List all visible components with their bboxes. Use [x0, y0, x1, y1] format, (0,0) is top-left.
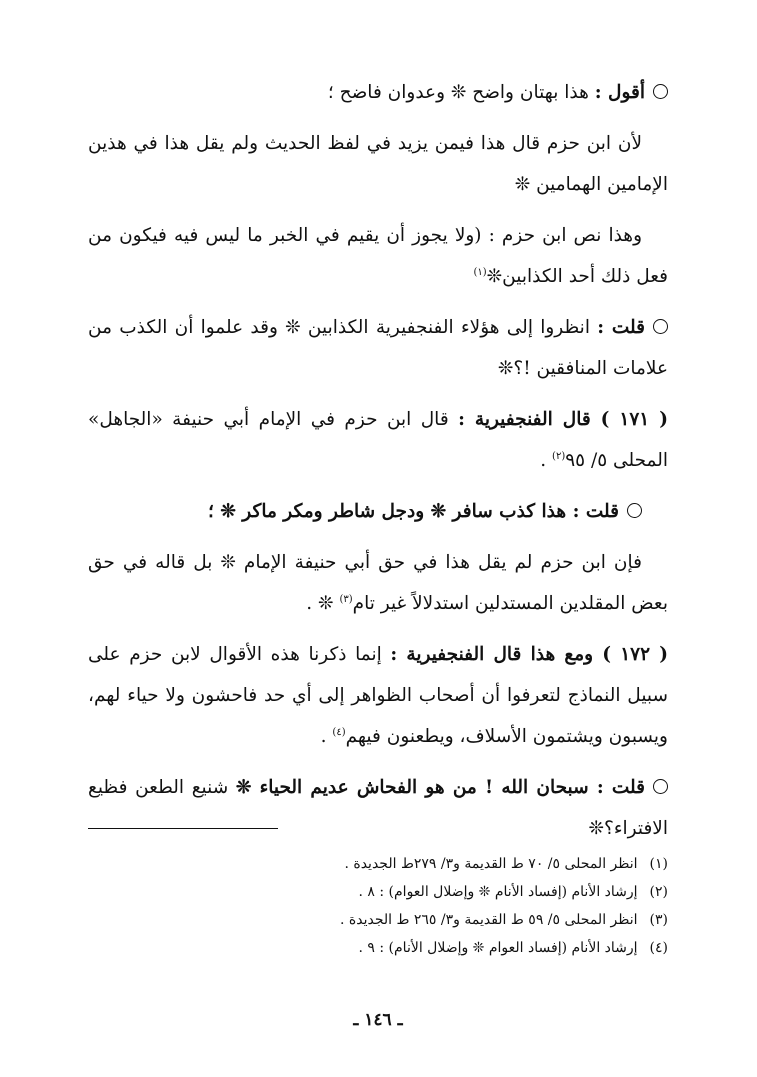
paragraph-text: وهذا نص ابن حزم : (ولا يجوز أن يقيم في الخبر ما ليس فيه فيكون من فعل ذلك أحد الكذابين❊	[88, 225, 668, 287]
page-number: ـ ١٤٦ ـ	[353, 1010, 403, 1030]
footnote-item	[88, 906, 668, 934]
circle-marker-icon	[627, 503, 642, 518]
paragraph-text: فإن ابن حزم لم يقل هذا في حق أبي حنيفة الإمام ❊ بل قاله في حق بعض المقلدين المستدلين استدلالاً غير تام	[88, 552, 668, 614]
paragraph-label: قلت :	[597, 317, 645, 338]
paragraph-fa-inna	[88, 542, 668, 624]
footnote-ref[interactable]: (٢)	[552, 450, 566, 462]
paragraph-text: إنما ذكرنا هذه الأقوال لابن حزم على سبيل النماذج لتعرفوا أن أصحاب الظواهر إلى أي حد فاحشون ولا حياء لهم، ويسبون ويشتمون الأسلاف، ويطعنون فيهم	[88, 644, 668, 747]
paragraph-tail: .	[540, 450, 553, 471]
footnote-text: انظر المحلى ٥/ ٧٠ ط القديمة و٣/ ٢٧٩ط الجديدة .	[344, 856, 638, 872]
paragraph-text: شنيع الطعن فظيع الافتراء؟❊	[88, 777, 668, 839]
paragraph-label: أقول :	[594, 82, 645, 103]
circle-marker-icon	[653, 319, 668, 334]
footnotes	[88, 850, 668, 962]
paragraph-qultu-2	[88, 491, 668, 532]
footnote-number: (٢)	[649, 884, 668, 900]
footnote-text: إرشاد الأنام (إفساد الأنام ❊ وإضلال العوام) : ٨ .	[358, 884, 638, 900]
circle-marker-icon	[653, 84, 668, 99]
circle-marker-icon	[653, 779, 668, 794]
paragraph-text: لأن ابن حزم قال هذا فيمن يزيد في لفظ الحديث ولم يقل هذا في هذين الإمامين الهمامين ❊	[88, 133, 668, 195]
footnote-text: إرشاد الأنام (إفساد العوام ❊ وإضلال الأنام) : ٩ .	[358, 940, 638, 956]
footnote-item	[88, 878, 668, 906]
paragraph-text: هذا بهتان واضح ❊ وعدوان فاضح ؛	[327, 82, 595, 103]
paragraph-qultu-1	[88, 307, 668, 389]
paragraph-label: ( ١٧١ ) قال الفنجفيرية :	[458, 409, 668, 430]
footnote-item	[88, 934, 668, 962]
paragraph-label: ( ١٧٢ ) ومع هذا قال الفنجفيرية :	[390, 644, 668, 665]
paragraph-tail: ❊ .	[306, 593, 340, 614]
footnote-item	[88, 850, 668, 878]
paragraph-text: انظروا إلى هؤلاء الفنجفيرية الكذابين ❊ وقد علموا أن الكذب من علامات المنافقين !؟❊	[88, 317, 668, 379]
paragraph-qultu-3	[88, 767, 668, 849]
paragraph-aqul	[88, 72, 668, 113]
footnote-text: انظر المحلى ٥/ ٥٩ ط القديمة و٣/ ٢٦٥ ط الجديدة .	[340, 912, 638, 928]
paragraph-label: قلت : سبحان الله ! من هو الفحاش عديم الحياء ❊	[235, 777, 645, 798]
paragraph-172	[88, 634, 668, 757]
paragraph-171	[88, 399, 668, 481]
paragraph-text: قال ابن حزم في الإمام أبي حنيفة «الجاهل» المحلى ٥/ ٩٥	[88, 409, 668, 471]
paragraph-ibn-hazm-said	[88, 123, 668, 205]
footnote-ref[interactable]: (١)	[473, 266, 487, 278]
paragraph-label: قلت : هذا كذب سافر ❊ ودجل شاطر ومكر ماكر ❊ ؛	[208, 501, 619, 522]
paragraph-tail: .	[320, 726, 333, 747]
footnote-divider	[88, 828, 278, 829]
page-body	[88, 72, 668, 1030]
paragraph-ibn-hazm-text	[88, 215, 668, 297]
footnote-number: (٣)	[649, 912, 668, 928]
footnote-ref[interactable]: (٤)	[332, 726, 346, 738]
footnote-ref[interactable]: (٣)	[339, 593, 353, 605]
footnote-number: (٤)	[649, 940, 668, 956]
footnote-number: (١)	[649, 856, 668, 872]
